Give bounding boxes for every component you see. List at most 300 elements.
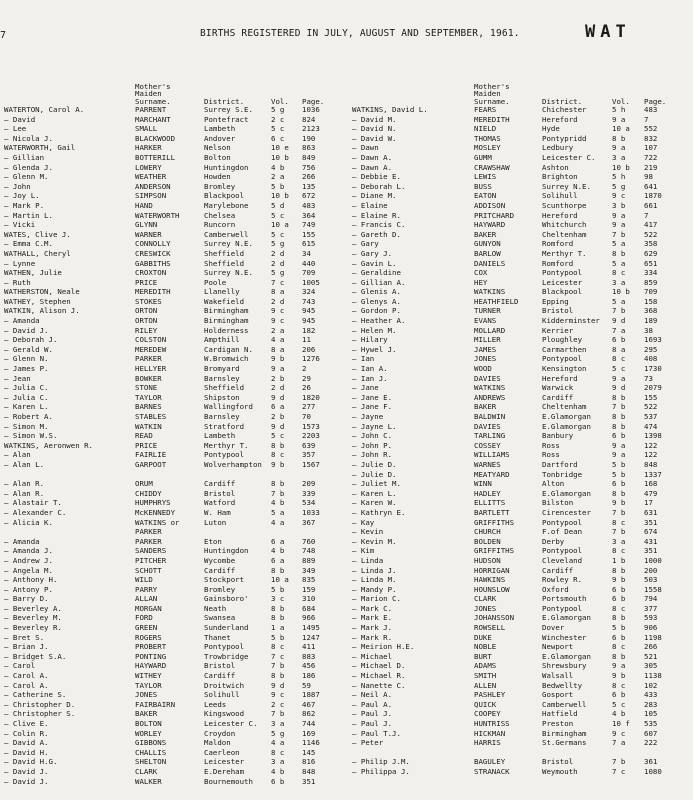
page-ref: 862: [302, 709, 316, 719]
child-name: — Catherine S.: [4, 690, 67, 700]
mother-maiden-surname: WEATHER: [135, 172, 167, 182]
volume: 8 c: [612, 354, 626, 364]
volume: 8 c: [612, 517, 626, 527]
page-ref: 102: [644, 680, 658, 690]
page-ref: 483: [302, 200, 316, 210]
district: Ampthill: [204, 335, 240, 345]
mother-maiden-surname: DAVIES: [474, 373, 501, 383]
page-ref: 367: [302, 517, 316, 527]
page-ref: 189: [644, 316, 658, 326]
mother-maiden-surname: COOPEY: [474, 709, 501, 719]
mother-maiden-surname: BUSS: [474, 181, 492, 191]
child-name: — Dawn: [352, 143, 379, 153]
volume: 8 c: [271, 642, 285, 652]
volume: 8 a: [271, 287, 285, 297]
page-ref: 966: [302, 613, 316, 623]
child-name: — Glenda J.: [4, 162, 53, 172]
page-ref: 105: [644, 709, 658, 719]
volume: 6 a: [271, 555, 285, 565]
volume: 7 b: [612, 306, 626, 316]
mother-maiden-surname: BOWKER: [135, 373, 162, 383]
child-name: — Karen W.: [352, 498, 397, 508]
page-ref: 182: [302, 325, 316, 335]
page-ref: 358: [644, 239, 658, 249]
page-ref: 219: [644, 162, 658, 172]
mother-maiden-surname: LOWERY: [135, 162, 162, 172]
volume: 9 d: [271, 421, 285, 431]
district: Marylebone: [204, 200, 249, 210]
volume: 8 b: [271, 613, 285, 623]
child-name: — Kevin M.: [352, 536, 397, 546]
district: Swansea: [204, 613, 236, 623]
page-ref: 1000: [644, 555, 662, 565]
page-ref: 722: [644, 152, 658, 162]
district: Ross: [542, 440, 560, 450]
volume: 9 a: [612, 450, 626, 460]
district: Winchester: [542, 632, 587, 642]
page-ref: 364: [302, 210, 316, 220]
volume: 4 b: [271, 546, 285, 556]
district: Watford: [204, 498, 236, 508]
page-ref: 661: [644, 200, 658, 210]
volume: 9 a: [612, 143, 626, 153]
page-ref: 631: [644, 507, 658, 517]
mother-maiden-surname: WARNER: [135, 229, 162, 239]
district: Droitwich: [204, 680, 245, 690]
district: Ashton: [542, 162, 569, 172]
mother-maiden-surname: WILLIAMS: [474, 450, 510, 460]
child-name: — Angela M.: [4, 565, 53, 575]
district: Ploughley: [542, 335, 583, 345]
mother-maiden-surname: HUDSON: [474, 555, 501, 565]
volume: 5 c: [271, 124, 285, 134]
mother-maiden-surname: PRICE: [135, 277, 158, 287]
volume: 5 d: [271, 200, 285, 210]
district: Cheltenham: [542, 229, 587, 239]
volume: 9 c: [612, 728, 626, 738]
child-name: — Alan R.: [4, 488, 45, 498]
volume: 10 a: [612, 124, 630, 134]
child-name: — Diane M.: [352, 191, 397, 201]
volume: 10 b: [271, 152, 289, 162]
district: Preston: [542, 719, 574, 728]
child-name: — Jayne L.: [352, 421, 397, 431]
volume: 4 a: [271, 335, 285, 345]
district: Surrey N.E.: [204, 268, 253, 278]
mother-maiden-surname: WINN: [474, 479, 492, 489]
child-name: — Kevin: [352, 527, 384, 537]
child-name: — Juliet M.: [352, 479, 401, 489]
volume: 2 c: [271, 699, 285, 709]
volume: 9 a: [612, 373, 626, 383]
child-name: — Alan: [4, 450, 31, 460]
volume: 7 b: [612, 757, 626, 767]
district: Birmingham: [204, 316, 249, 326]
district: W.Bromwich: [204, 354, 249, 364]
volume: 5 b: [271, 632, 285, 642]
mother-maiden-surname: SHELTON: [135, 757, 167, 767]
volume: 9 c: [612, 191, 626, 201]
district: Weymouth: [542, 766, 578, 776]
page-ref: 349: [302, 565, 316, 575]
child-name: WATKINS, Aeronwen R.: [4, 440, 93, 450]
page-ref: 200: [644, 565, 658, 575]
child-name: — David H.G.: [4, 757, 58, 767]
child-name: — Andrew J.: [4, 555, 53, 565]
district: Sunderland: [204, 623, 249, 633]
page-ref: 709: [644, 287, 658, 297]
child-name: — Carol A.: [4, 671, 49, 681]
volume: 10 a: [271, 220, 289, 230]
page-ref: 122: [644, 440, 658, 450]
volume: 10 f: [612, 719, 630, 728]
volume: 4 b: [271, 498, 285, 508]
district: Sheffield: [204, 258, 245, 268]
child-name: — Paul T.J.: [352, 728, 401, 738]
volume: 8 b: [612, 248, 626, 258]
mother-maiden-surname: ALLAN: [135, 594, 158, 604]
district: Neath: [204, 603, 227, 613]
page-ref: 411: [302, 642, 316, 652]
district: Barnsley: [204, 412, 240, 421]
page-ref: 73: [644, 373, 653, 383]
volume: 7 c: [271, 277, 285, 287]
child-name: — Alan L.: [4, 459, 45, 469]
volume: 5 h: [612, 105, 626, 114]
district-header: District.: [542, 97, 583, 107]
volume: 5 c: [612, 364, 626, 374]
volume: 2 c: [271, 114, 285, 124]
child-name: — Jane F.: [352, 402, 393, 412]
child-name: — Karen L.: [352, 488, 397, 498]
district: Caerleon: [204, 747, 240, 757]
volume: 8 c: [612, 603, 626, 613]
page-ref: 70: [302, 412, 311, 421]
mother-maiden-surname: PARKER: [135, 354, 162, 364]
volume-header: Vol.: [271, 97, 289, 107]
child-name: WATES, Clive J.: [4, 229, 71, 239]
child-name: — Gerald W.: [4, 344, 53, 354]
page-ref: 1870: [644, 191, 662, 201]
child-name: WATHALL, Cheryl: [4, 248, 71, 258]
district: Surrey N.E.: [204, 239, 253, 249]
district: Luton: [204, 517, 227, 527]
child-name: — Jane E.: [352, 392, 393, 402]
page-ref: 1730: [644, 364, 662, 374]
volume: 9 a: [612, 440, 626, 450]
page-ref: 1573: [302, 421, 320, 431]
page-ref: 593: [644, 613, 658, 623]
mother-maiden-surname: STABLES: [135, 412, 167, 421]
child-name: — Ian J.: [352, 373, 388, 383]
district: St.Germans: [542, 738, 587, 748]
district: Scunthorpe: [542, 200, 587, 210]
volume: 5 b: [271, 584, 285, 594]
district: Dartford: [542, 459, 578, 469]
volume: 2 d: [271, 383, 285, 393]
page-ref: 433: [644, 690, 658, 700]
district: Bromyard: [204, 364, 240, 374]
district: Romford: [542, 258, 574, 268]
mother-maiden-surname: STOKES: [135, 296, 162, 306]
child-name: — Kathryn E.: [352, 507, 406, 517]
mother-maiden-surname: PASHLEY: [474, 690, 506, 700]
volume: 6 a: [271, 402, 285, 412]
mother-maiden-surname: PRITCHARD: [474, 210, 515, 220]
mother-maiden-surname: RILEY: [135, 325, 158, 335]
page-ref: 906: [644, 623, 658, 633]
volume: 2 d: [271, 248, 285, 258]
page-ref: 848: [302, 766, 316, 776]
district: Bristol: [204, 488, 236, 498]
mother-maiden-surname: FAIRLIE: [135, 450, 167, 460]
child-name: — Philip J.M.: [352, 757, 410, 767]
child-name: WATERWORTH, Gail: [4, 143, 76, 153]
district: Andover: [204, 133, 236, 143]
page-ref: 483: [644, 105, 658, 114]
volume: 5 a: [271, 507, 285, 517]
mother-maiden-surname: HADLEY: [474, 488, 501, 498]
volume: 7 b: [271, 709, 285, 719]
page-ref: 266: [644, 642, 658, 652]
mother-maiden-surname: MILLER: [474, 335, 501, 345]
district: Cardiff: [204, 565, 236, 575]
volume: 3 c: [271, 594, 285, 604]
page-ref: 756: [302, 162, 316, 172]
volume: 5 c: [271, 431, 285, 441]
child-name: — John C.: [352, 431, 393, 441]
page-ref: 1036: [302, 105, 320, 114]
child-name: WATHEN, Julie: [4, 268, 62, 278]
district: Wolverhampton: [204, 459, 262, 469]
page-ref: 832: [644, 133, 658, 143]
district: Pontypool: [542, 354, 583, 364]
child-name: — Julie D.: [352, 459, 397, 469]
child-name: — Mark E.: [352, 613, 393, 623]
volume: 3 b: [612, 200, 626, 210]
page-ref: 351: [302, 776, 316, 786]
mother-maiden-surname: CONNOLLY: [135, 239, 171, 249]
district: Blackpool: [542, 287, 583, 297]
volume: 8 c: [612, 546, 626, 556]
page-ref: 1495: [302, 623, 320, 633]
volume: 8 b: [612, 488, 626, 498]
volume: 10 e: [271, 143, 289, 153]
child-name: WATHERSTON, Neale: [4, 287, 80, 297]
page-ref: 2079: [644, 383, 662, 393]
mother-maiden-surname: COLSTON: [135, 335, 167, 345]
volume: 6 b: [612, 690, 626, 700]
child-name: — Paul A.: [352, 699, 393, 709]
child-name: — Carol: [4, 661, 36, 671]
volume: 5 a: [612, 258, 626, 268]
mother-maiden-surname: GABBITHS: [135, 258, 171, 268]
child-name: — David J.: [4, 325, 49, 335]
mother-maiden-surname: WORLEY: [135, 728, 162, 738]
district: Stratford: [204, 421, 245, 431]
mother-maiden-surname: BURT: [474, 651, 492, 661]
district: Leicester C.: [542, 152, 596, 162]
mother-maiden-surname: HELLYER: [135, 364, 167, 374]
district: Rowley R.: [542, 575, 583, 585]
maiden-surname-header: Mother's Maiden Surname.: [474, 81, 510, 107]
volume: 3 a: [612, 152, 626, 162]
mother-maiden-surname: ADDISON: [474, 200, 506, 210]
volume: 6 b: [271, 776, 285, 786]
child-name: WATHEY, Stephen: [4, 296, 71, 306]
district: Cardiff: [204, 479, 236, 489]
district: Lambeth: [204, 124, 236, 134]
district: Pontypool: [204, 642, 245, 652]
mother-maiden-surname: ADAMS: [474, 661, 497, 671]
page-title: BIRTHS REGISTERED IN JULY, AUGUST AND SEPTEMBER, 1961.: [200, 28, 520, 39]
page-ref: 1398: [644, 431, 662, 441]
volume: 8 b: [271, 603, 285, 613]
volume: 7 b: [612, 402, 626, 412]
mother-maiden-surname: BAGULEY: [474, 757, 506, 767]
mother-maiden-surname: WATKINS: [474, 383, 506, 393]
volume: 5 a: [612, 296, 626, 306]
child-name: — Clive E.: [4, 719, 49, 728]
child-name: — Joy L.: [4, 191, 40, 201]
mother-maiden-surname: TAYLOR: [135, 392, 162, 402]
district: Huntingdon: [204, 546, 249, 556]
volume: 9 a: [612, 220, 626, 230]
mother-maiden-surname: LEWIS: [474, 172, 497, 182]
volume: 4 b: [271, 766, 285, 776]
district: Gainsboro': [204, 594, 249, 604]
mother-maiden-surname: STONE: [135, 383, 158, 393]
page-ref: 522: [644, 402, 658, 412]
child-name: — Gillian A.: [352, 277, 406, 287]
mother-maiden-surname: COX: [474, 268, 488, 278]
district: Sheffield: [204, 383, 245, 393]
district: Bolton: [204, 152, 231, 162]
district: Birmingham: [204, 306, 249, 316]
page-ref: 305: [644, 661, 658, 671]
district: Kerrier: [542, 325, 574, 335]
child-name: — Nanette C.: [352, 680, 406, 690]
mother-maiden-surname: CROXTON: [135, 268, 167, 278]
district: Ross: [542, 450, 560, 460]
mother-maiden-surname: SIMPSON: [135, 191, 167, 201]
child-name: — Ruth: [4, 277, 31, 287]
district: Kensington: [542, 364, 587, 374]
district: Brighton: [542, 172, 578, 182]
mother-maiden-surname: GLYNN: [135, 220, 158, 230]
mother-maiden-surname: HUMPHRYS: [135, 498, 171, 508]
district: Bedwellty: [542, 680, 583, 690]
volume: 6 b: [612, 584, 626, 594]
mother-maiden-surname: MEATYARD: [474, 469, 510, 479]
child-name: — Linda M.: [352, 575, 397, 585]
district: Ledbury: [542, 143, 574, 153]
mother-maiden-surname: HUNTRISS: [474, 719, 510, 728]
page-ref: 7: [644, 114, 649, 124]
child-name: — Alicia K.: [4, 517, 53, 527]
volume: 8 b: [612, 133, 626, 143]
volume: 8 b: [612, 565, 626, 575]
district: Cardiff: [542, 565, 574, 575]
district: Llanelly: [204, 287, 240, 297]
district: Nelson: [204, 143, 231, 153]
district: E.Glamorgan: [542, 412, 591, 421]
district: Epping: [542, 296, 569, 306]
volume: 9 a: [612, 210, 626, 220]
child-name: — Mark P.: [4, 200, 45, 210]
district: Pontefract: [204, 114, 249, 124]
mother-maiden-surname: BAKER: [135, 709, 158, 719]
page-ref: 522: [644, 229, 658, 239]
mother-maiden-surname: HAYWARD: [474, 220, 506, 230]
mother-maiden-surname: MEREDEW: [135, 344, 167, 354]
mother-maiden-surname: HICKMAN: [474, 728, 506, 738]
district: Merthyr T.: [542, 248, 587, 258]
volume: 6 b: [612, 632, 626, 642]
mother-maiden-surname: ORUM: [135, 479, 153, 489]
child-name: — John R.: [352, 450, 393, 460]
volume: 8 a: [612, 344, 626, 354]
page-ref: 1005: [302, 277, 320, 287]
volume: 9 b: [271, 354, 285, 364]
volume: 1 a: [271, 623, 285, 633]
page-ref: 159: [302, 584, 316, 594]
page-ref: 361: [644, 757, 658, 767]
district: Bilston: [542, 498, 574, 508]
volume: 5 g: [612, 181, 626, 191]
page-ref: 295: [644, 344, 658, 354]
district: Pontypool: [542, 603, 583, 613]
volume: 9 a: [271, 364, 285, 374]
page-ref: 674: [644, 527, 658, 537]
district: Surrey S.E.: [204, 105, 253, 114]
district: Alton: [542, 479, 565, 489]
district: Wycombe: [204, 555, 236, 565]
volume: 5 h: [612, 172, 626, 182]
mother-maiden-surname: EATON: [474, 191, 497, 201]
district: Hyde: [542, 124, 560, 134]
page-ref: 339: [302, 488, 316, 498]
page-ref: 639: [302, 440, 316, 450]
mother-maiden-surname: PARKER: [135, 527, 162, 537]
volume: 4 b: [271, 162, 285, 172]
child-name: — Deborah L.: [352, 181, 406, 191]
page-ref: 34: [302, 248, 311, 258]
page-ref: 11: [302, 335, 311, 345]
district: E.Glamorgan: [542, 651, 591, 661]
volume: 9 b: [612, 671, 626, 681]
page-ref: 1080: [644, 766, 662, 776]
district: Derby: [542, 536, 565, 546]
mother-maiden-surname: CHIDDY: [135, 488, 162, 498]
district: Thanet: [204, 632, 231, 642]
page-ref: 1198: [644, 632, 662, 642]
child-name: — Mark C.: [352, 603, 393, 613]
district: Hereford: [542, 210, 578, 220]
child-name: — Dawn A.: [352, 152, 393, 162]
page-ref: 2123: [302, 124, 320, 134]
child-name: — Alexander C.: [4, 507, 67, 517]
mother-maiden-surname: HAWKINS: [474, 575, 506, 585]
child-name: — Beverley M.: [4, 613, 62, 623]
volume: 5 b: [612, 469, 626, 479]
district: Trowbridge: [204, 651, 249, 661]
mother-maiden-surname: MORGAN: [135, 603, 162, 613]
mother-maiden-surname: BLACKWOOD: [135, 133, 176, 143]
district: Bromley: [204, 584, 236, 594]
volume: 7 b: [612, 229, 626, 239]
volume: 5 g: [271, 728, 285, 738]
